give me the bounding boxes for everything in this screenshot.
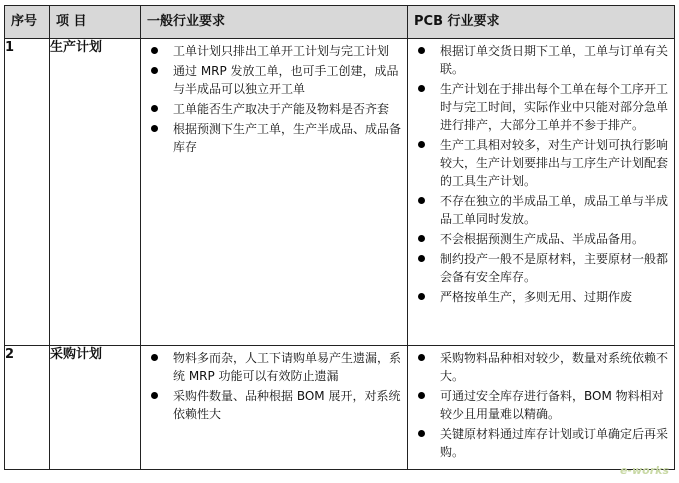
bullet-icon — [418, 235, 425, 242]
bullet-icon — [418, 392, 425, 399]
bullet-icon — [151, 392, 158, 399]
bullet-icon — [418, 255, 425, 262]
list-item: 可通过安全库存进行备料，BOM 物料相对较少且用量难以精确。 — [414, 387, 670, 423]
table-row-purchasing — [5, 346, 675, 470]
list-item: 不存在独立的半成品工单，成品工单与半成品工单同时发放。 — [414, 192, 670, 228]
bullet-icon — [418, 47, 425, 54]
row-item: 采购计划 — [50, 346, 141, 470]
header-seq: 序号 — [5, 6, 50, 39]
watermark-logo: e-works — [619, 464, 669, 477]
list-item: 制约投产一般不是原材料，主要原材一般都会备有安全库存。 — [414, 250, 670, 286]
bullet-icon — [418, 85, 425, 92]
list-item: 物料多而杂，人工下请购单易产生遗漏，系统 MRP 功能可以有效防止遗漏 — [147, 349, 403, 385]
list-item: 不会根据预测生产成品、半成品备用。 — [414, 230, 670, 248]
bullet-icon — [151, 105, 158, 112]
general-list — [141, 39, 407, 160]
general-list — [141, 346, 407, 427]
list-item: 工单计划只排出工单开工计划与完工计划 — [147, 42, 403, 60]
list-item: 工单能否生产取决于产能及物料是否齐套 — [147, 100, 403, 118]
list-item: 关键原材料通过库存计划或订单确定后再采购。 — [414, 425, 670, 461]
requirements-table — [4, 5, 675, 470]
bullet-icon — [151, 47, 158, 54]
list-item: 生产计划在于排出每个工单在每个工序开工时与完工时间，实际作业中只能对部分急单进行排产，大部分工单并不参于排产。 — [414, 80, 670, 134]
header-row — [5, 6, 675, 39]
list-item: 根据订单交货日期下工单，工单与订单有关联。 — [414, 42, 670, 78]
general-cell — [141, 39, 408, 346]
list-item: 采购件数量、品种根据 BOM 展开，对系统依赖性大 — [147, 387, 403, 423]
pcb-list — [408, 346, 674, 465]
bullet-icon — [418, 293, 425, 300]
bullet-icon — [418, 197, 425, 204]
pcb-cell — [408, 39, 675, 346]
row-number: 2 — [5, 346, 50, 470]
header-item: 项 目 — [50, 6, 141, 39]
bullet-icon — [418, 354, 425, 361]
row-item: 生产计划 — [50, 39, 141, 346]
bullet-icon — [151, 125, 158, 132]
bullet-icon — [418, 141, 425, 148]
header-pcb: PCB 行业要求 — [408, 6, 675, 39]
header-general: 一般行业要求 — [141, 6, 408, 39]
row-number: 1 — [5, 39, 50, 346]
pcb-cell — [408, 346, 675, 470]
general-cell — [141, 346, 408, 470]
list-item: 通过 MRP 发放工单，也可手工创建，成品与半成品可以独立开工单 — [147, 62, 403, 98]
list-item: 采购物料品种相对较少，数量对系统依赖不大。 — [414, 349, 670, 385]
list-item: 生产工具相对较多，对生产计划可执行影响较大，生产计划要排出与工序生产计划配套的工具生产计划。 — [414, 136, 670, 190]
list-item: 根据预测下生产工单，生产半成品、成品备库存 — [147, 120, 403, 156]
bullet-icon — [151, 67, 158, 74]
pcb-list — [408, 39, 674, 310]
bullet-icon — [151, 354, 158, 361]
table-row-production — [5, 39, 675, 346]
list-item: 严格按单生产，多则无用、过期作废 — [414, 288, 670, 306]
bullet-icon — [418, 430, 425, 437]
